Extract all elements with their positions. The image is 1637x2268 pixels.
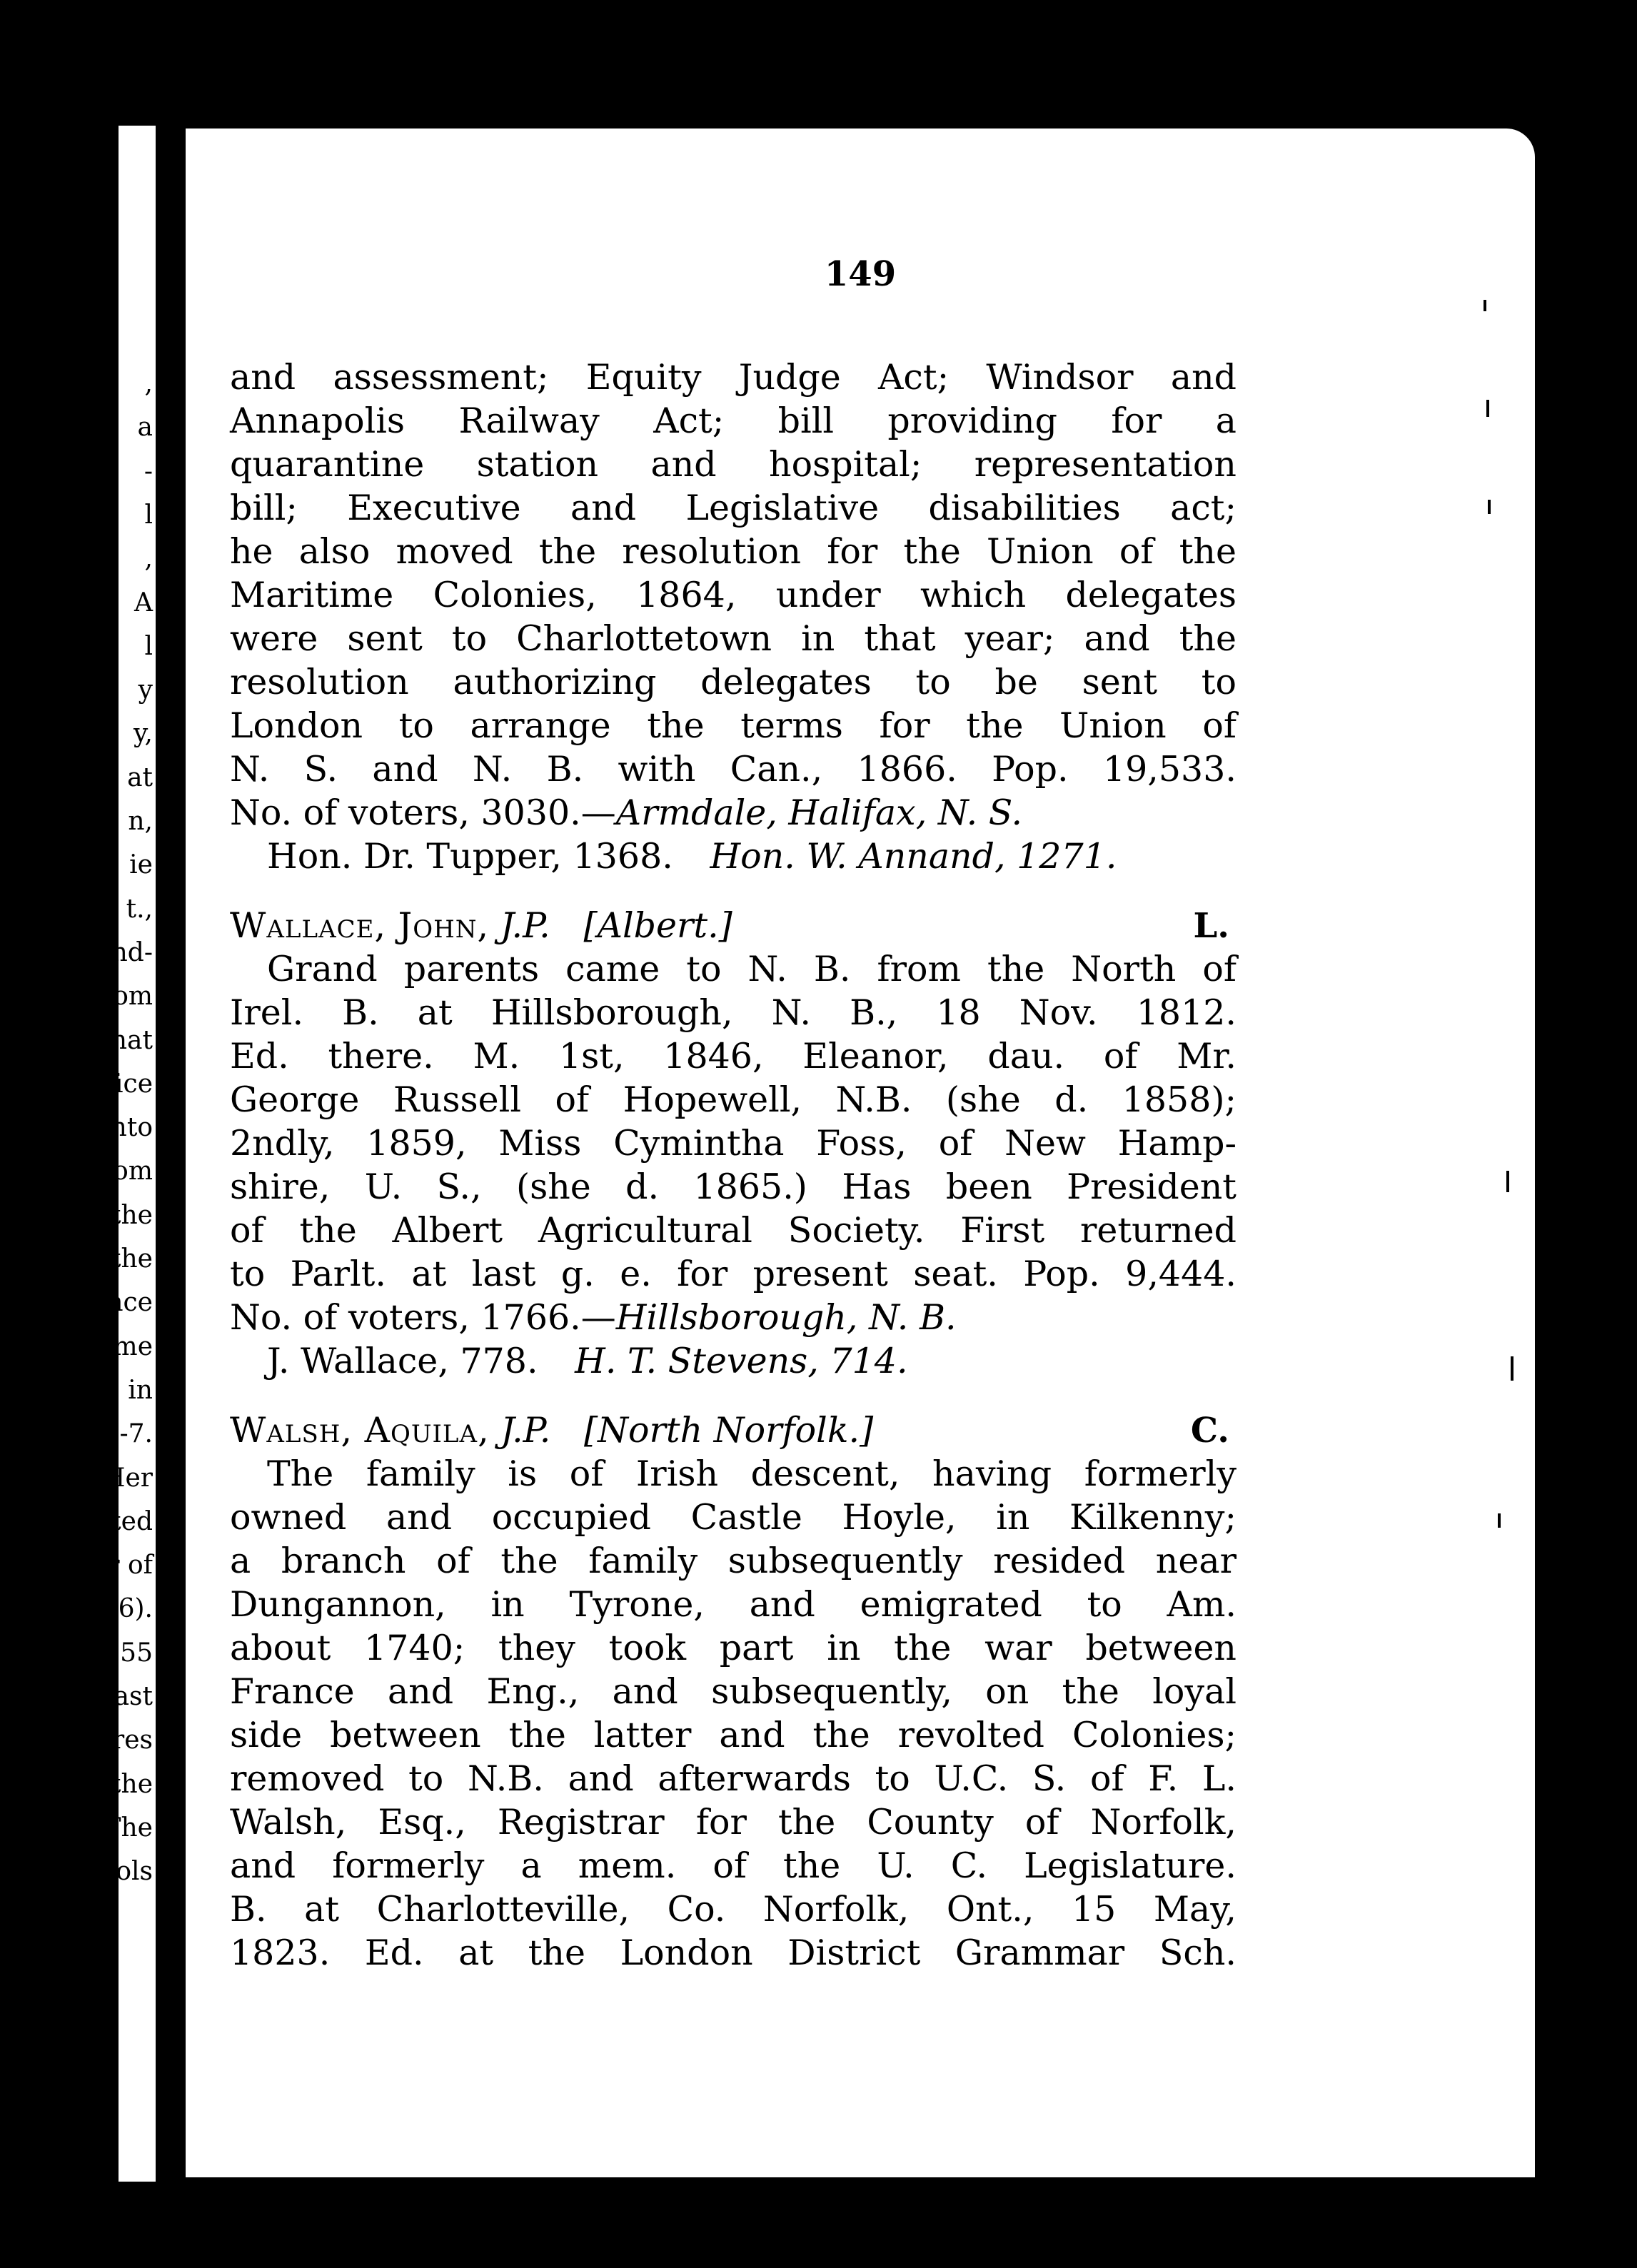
text-line: Ed. there. M. 1st, 1846, Eleanor, dau. of Mr. xyxy=(230,1036,1236,1077)
facing-page-fragment: nd- xyxy=(111,937,153,967)
facing-page-fragment: , xyxy=(144,369,153,398)
voters-line xyxy=(230,791,1236,835)
residence: Armdale, Halifax, N. S. xyxy=(615,792,1023,833)
page-number: 149 xyxy=(824,254,897,294)
facing-page-fragment: the xyxy=(111,1200,153,1230)
facing-page-fragment: fice xyxy=(106,1069,153,1099)
residence: Hillsborough, N. B. xyxy=(615,1297,957,1338)
result-runner-up: H. T. Stevens, 714. xyxy=(575,1341,908,1381)
facing-page-fragment: nto xyxy=(110,1113,153,1143)
facing-page-strip xyxy=(69,126,156,2182)
facing-page-fragment: ence xyxy=(91,1288,153,1318)
facing-page-fragment: chools xyxy=(69,1857,153,1887)
scan-speck xyxy=(1484,300,1486,311)
scan-speck xyxy=(1511,1356,1513,1381)
facing-page-fragment: l xyxy=(144,500,153,530)
voters-count: No. of voters, 1766.— xyxy=(230,1297,616,1338)
entry-heading xyxy=(230,1408,1236,1452)
facing-page-fragment: h the xyxy=(86,1769,153,1799)
facing-page-fragment: sures xyxy=(82,1725,153,1755)
text-line: to Parlt. at last g. e. for present seat. Pop. 9,444. xyxy=(230,1254,1236,1294)
entry-party: L. xyxy=(1193,906,1229,946)
result-winner: J. Wallace, 778. xyxy=(267,1341,538,1381)
scan-speck xyxy=(1488,500,1491,514)
facing-page-fragment: ie xyxy=(129,850,153,880)
entry-constituency: [Albert.] xyxy=(583,905,732,946)
text-line: removed to N.B. and afterwards to U.C. S. of F. L. xyxy=(230,1758,1236,1799)
scan-speck xyxy=(1498,1513,1501,1528)
facing-page-fragment: e in xyxy=(104,1375,153,1405)
facing-page-fragment: Her xyxy=(103,1463,153,1493)
facing-page-fragment: a xyxy=(137,413,153,443)
text-line: Walsh, Esq., Registrar for the County of Norfolk, xyxy=(230,1802,1236,1843)
text-line: N. S. and N. B. with Can., 1866. Pop. 19,533. xyxy=(230,749,1236,790)
text-line: Annapolis Railway Act; bill providing for a xyxy=(230,400,1236,441)
facing-page-fragment: l xyxy=(144,631,153,661)
scan-speck xyxy=(1506,1171,1509,1192)
entry-name: Walsh, Aquila, xyxy=(230,1410,490,1451)
text-line: France and Eng., and subsequently, on the loyal xyxy=(230,1671,1236,1712)
text-line: he also moved the resolution for the Union of the xyxy=(230,531,1236,572)
text-line: The family is of Irish descent, having formerly xyxy=(267,1453,1236,1494)
text-line: resolution authorizing delegates to be sent to xyxy=(230,662,1236,702)
text-line: quarantine station and hospital; representation xyxy=(230,444,1236,485)
facing-page-fragment: 56-7. xyxy=(86,1419,153,1449)
entry-party: C. xyxy=(1190,1411,1229,1451)
body-text xyxy=(230,356,1236,1975)
facing-page-fragment: 1855 xyxy=(87,1638,153,1668)
scan-speck xyxy=(1486,400,1489,417)
entry-title: J.P. xyxy=(500,905,550,946)
facing-page-fragment: or of xyxy=(91,1551,153,1581)
facing-page-fragment: n, xyxy=(128,807,153,836)
facing-page-fragment: om xyxy=(113,982,153,1012)
facing-page-fragment: rom xyxy=(100,1156,153,1186)
entry-walsh xyxy=(230,1408,1236,1975)
text-line: of the Albert Agricultural Society. First returned xyxy=(230,1210,1236,1251)
text-line: George Russell of Hopewell, N.B. (she d. 1858); xyxy=(230,1079,1236,1120)
facing-page-fragment: at xyxy=(127,762,153,792)
text-line: 1823. Ed. at the London District Grammar Sch. xyxy=(230,1932,1236,1973)
text-line: were sent to Charlottetown in that year; and the xyxy=(230,618,1236,659)
text-line: and assessment; Equity Judge Act; Windsor and xyxy=(230,357,1236,398)
facing-page-fragment: , last xyxy=(89,1682,153,1711)
voters-count: No. of voters, 3030.— xyxy=(230,792,616,833)
text-line: B. at Charlotteville, Co. Norfolk, Ont., 15 May, xyxy=(230,1889,1236,1930)
facing-page-fragment: t., xyxy=(126,894,153,924)
text-line: Irel. B. at Hillsborough, N. B., 18 Nov. 1812. xyxy=(230,992,1236,1033)
text-line: bill; Executive and Legislative disabilities act; xyxy=(230,488,1236,528)
facing-page-fragment: The xyxy=(104,1813,153,1843)
facing-page-fragment: ated xyxy=(95,1506,153,1536)
facing-page-fragment: hat xyxy=(110,1025,153,1055)
facing-page-fragment: 866). xyxy=(85,1594,153,1624)
result-winner: Hon. Dr. Tupper, 1368. xyxy=(267,836,673,877)
text-line: Dungannon, in Tyrone, and emigrated to Am. xyxy=(230,1584,1236,1625)
facing-page-fragment: the xyxy=(111,1244,153,1274)
voters-line xyxy=(230,1296,1236,1339)
text-line: and formerly a mem. of the U. C. Legislature. xyxy=(230,1845,1236,1886)
document-page xyxy=(186,128,1535,2177)
entry-heading xyxy=(230,904,1236,947)
facing-page-fragment: - xyxy=(143,456,153,486)
text-line: London to arrange the terms for the Union of xyxy=(230,705,1236,746)
election-results xyxy=(230,835,1236,878)
text-line: shire, U. S., (she d. 1865.) Has been President xyxy=(230,1166,1236,1207)
election-results xyxy=(230,1339,1236,1383)
text-line: side between the latter and the revolted Colonies; xyxy=(230,1715,1236,1755)
facing-page-fragment: y xyxy=(138,675,153,705)
facing-page-fragment: A xyxy=(134,588,153,618)
text-line: Grand parents came to N. B. from the North of xyxy=(267,949,1236,989)
result-runner-up: Hon. W. Annand, 1271. xyxy=(710,836,1117,877)
continuation-paragraph xyxy=(230,356,1236,878)
entry-title: J.P. xyxy=(500,1410,551,1451)
text-line: Maritime Colonies, 1864, under which delegates xyxy=(230,575,1236,615)
facing-page-fragment: y, xyxy=(134,719,153,749)
entry-constituency: [North Norfolk.] xyxy=(584,1410,874,1451)
facing-page-fragment: ame xyxy=(98,1331,153,1361)
facing-page-fragment: , xyxy=(144,544,153,574)
text-line: about 1740; they took part in the war between xyxy=(230,1628,1236,1668)
entry-name: Wallace, John, xyxy=(230,905,490,946)
text-line: 2ndly, 1859, Miss Cymintha Foss, of New Hamp- xyxy=(230,1123,1236,1164)
entry-wallace xyxy=(230,904,1236,1383)
book-gutter xyxy=(156,126,186,2182)
text-line: owned and occupied Castle Hoyle, in Kilkenny; xyxy=(230,1497,1236,1538)
text-line: a branch of the family subsequently resided near xyxy=(230,1541,1236,1581)
